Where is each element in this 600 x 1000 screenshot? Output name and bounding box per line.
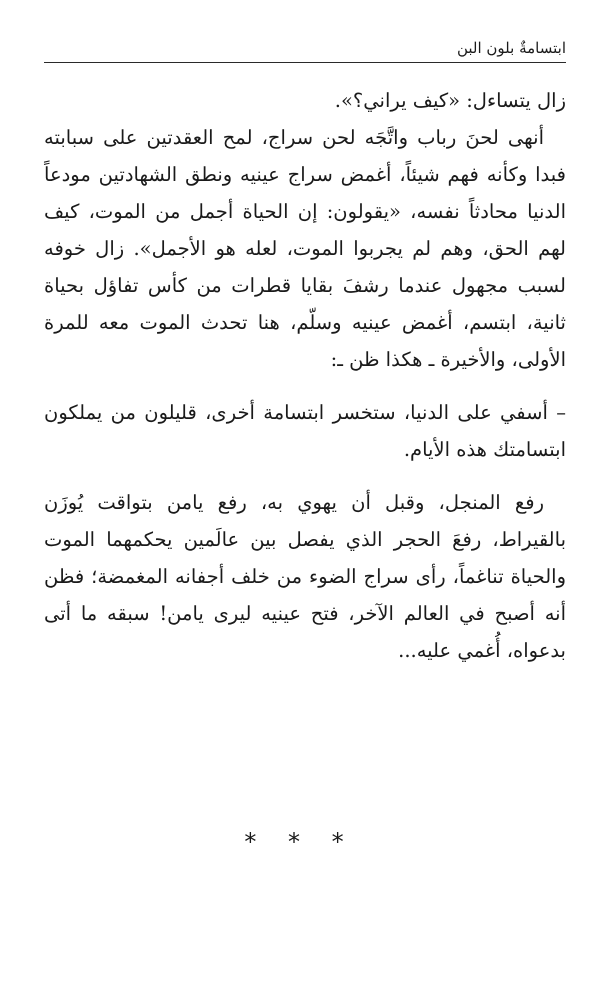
running-header [44, 34, 566, 63]
paragraph: رفع المنجل، وقبل أن يهوي به، رفع يامن بتواقت يُوزَن بالقيراط، رفعَ الحجر الذي يفصل بين عالَمين يحكمهما الموت والحياة تناغماً، رأى سراج الضوء من خلف أجفانه المغمضة؛ فظن أنه أصبح في العالم الآخر، فتح عينيه ليرى يامن! سبقه ما أتى بدعواه، أُغمي عليه... [44, 491, 566, 662]
paragraph: – أسفي على الدنيا، ستخسر ابتسامة أخرى، قليلون من يملكون ابتسامتك هذه الأيام. [44, 401, 566, 461]
paragraph: زال يتساءل: «كيف يراني؟». [334, 89, 566, 112]
body-text [44, 82, 566, 669]
section-break-asterisks: * * * [244, 828, 356, 856]
running-title: ابتسامةٌ بلون البن [456, 39, 566, 57]
paragraph: أنهى لحنَ رباب واتَّجَه لحن سراج، لمح العقدتين على سبابته فبدا وكأنه فهم شيئاً، أغمض سراج عينيه ونطق الشهادتين مودعاً الدنيا محادثاً نفسه، «يقولون: إن الحياة أجمل من الموت، كيف لهم الحق، وهم لم يجربوا الموت، لعله هو الأجمل». زال خوفه لسبب مجهول عندما رشفَ بقايا قطرات من كأس تفاؤل بحياة ثانية، ابتسم، أغمض عينيه وسلّم، هنا تحدث الموت معه للمرة الأولى، والأخيرة ـ هكذا ظن ـ: [44, 126, 566, 371]
